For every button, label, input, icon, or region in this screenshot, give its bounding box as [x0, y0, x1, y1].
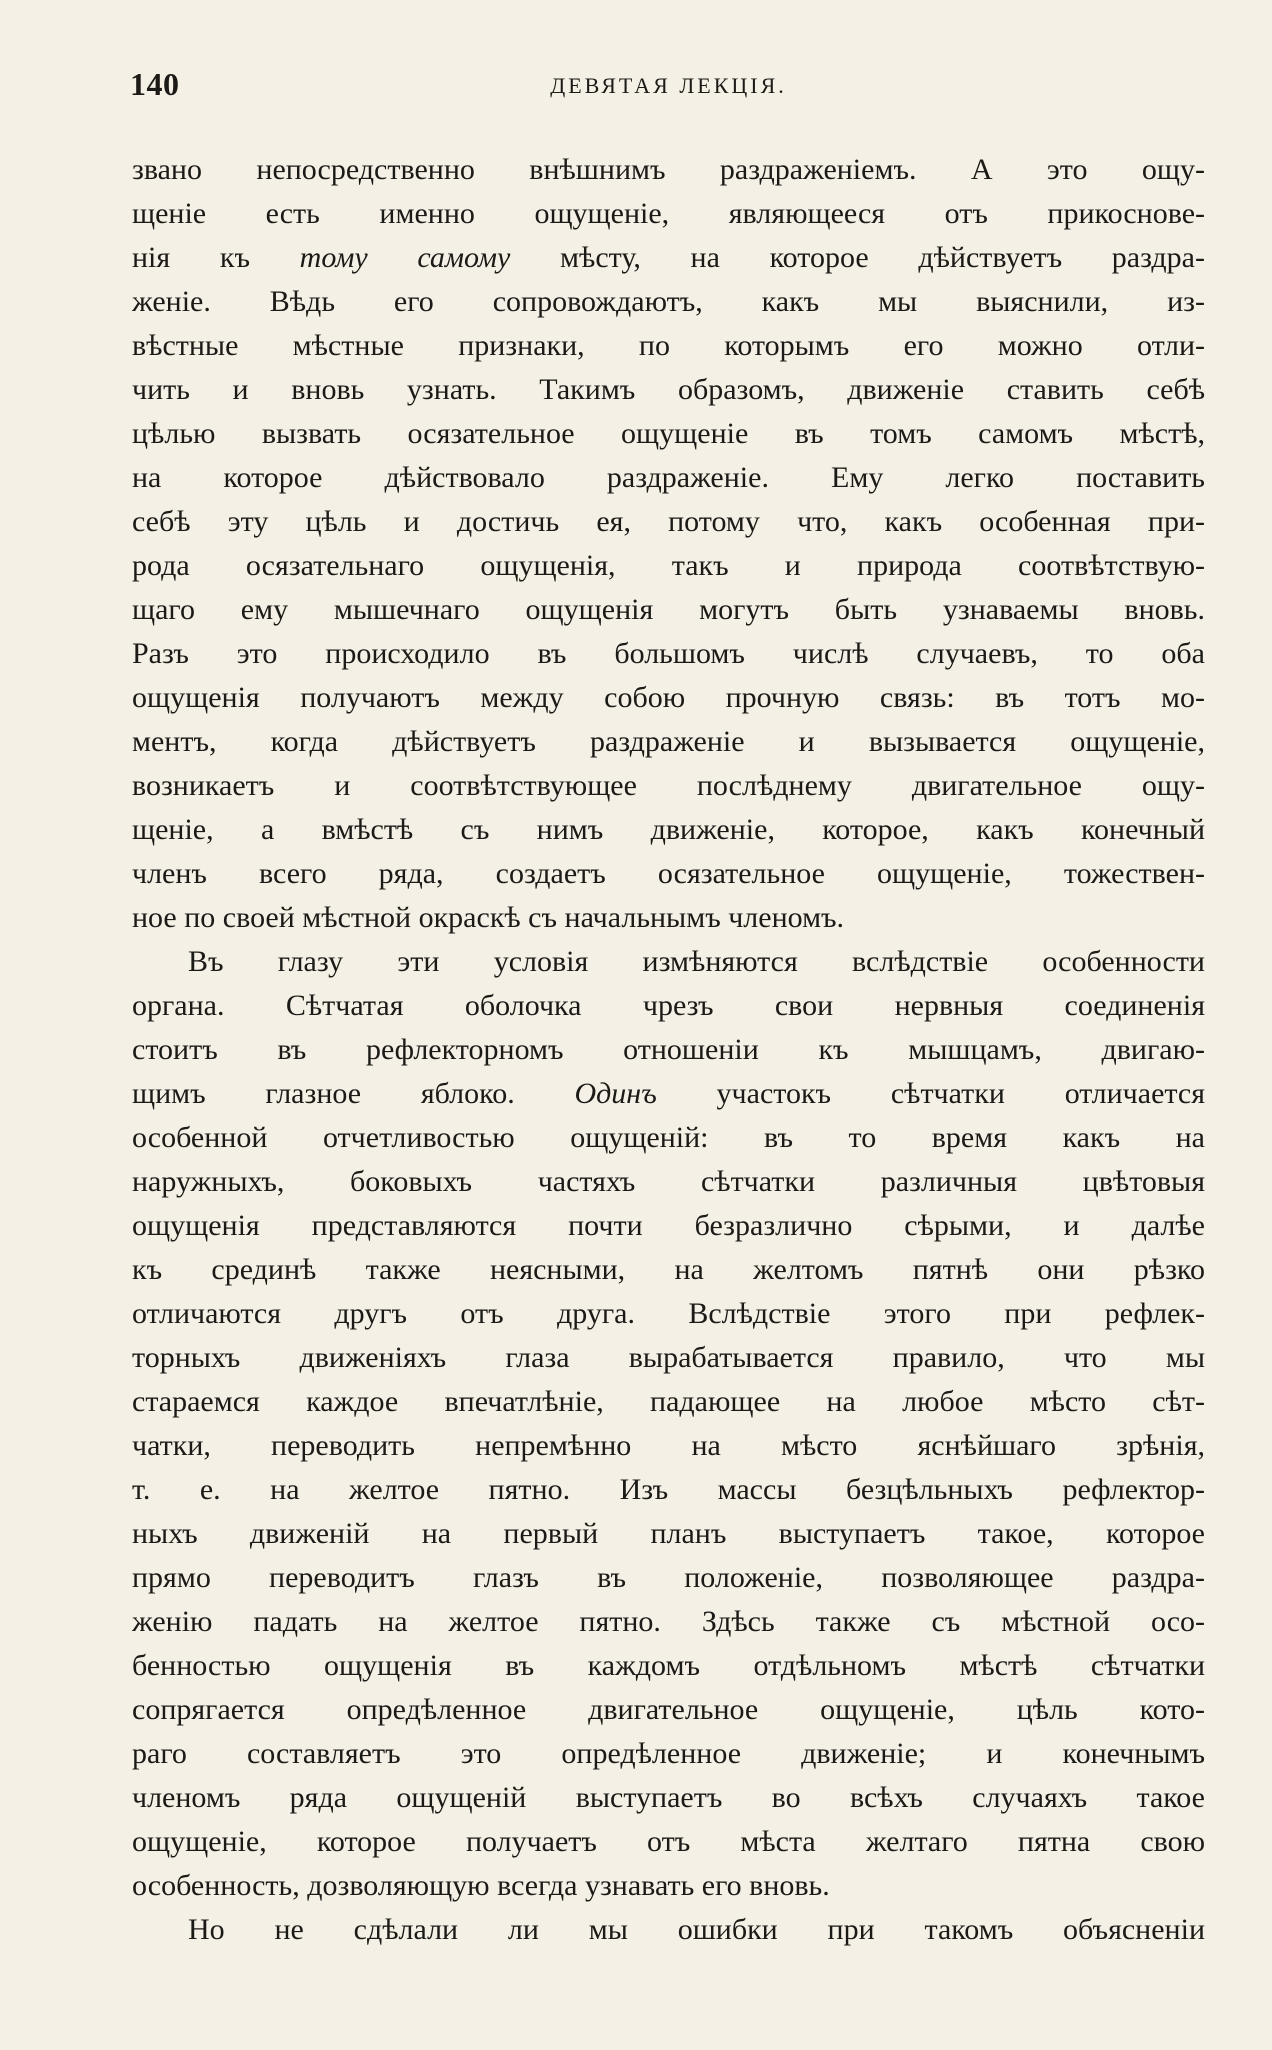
text-line: ментъ, когда дѣйствуетъ раздраженіе и вызывается ощущеніе, — [132, 725, 1205, 758]
page-number: 140 — [130, 66, 180, 102]
text-line: чатки, переводить непремѣнно на мѣсто яснѣйшаго зрѣнія, — [132, 1429, 1205, 1462]
text-line: щеніе есть именно ощущеніе, являющееся отъ прикоснове- — [132, 197, 1205, 230]
body-text — [132, 148, 1205, 1952]
text-line: щимъ глазное яблоко. Одинъ участокъ сѣтчатки отличается — [132, 1077, 1205, 1110]
text-line: торныхъ движеніяхъ глаза вырабатывается правило, что мы — [132, 1341, 1205, 1374]
text-line: Разъ это происходило въ большомъ числѣ случаевъ, то оба — [132, 637, 1205, 670]
text-line: Но не сдѣлали ли мы ошибки при такомъ объясненіи — [188, 1913, 1205, 1946]
text-line: членомъ ряда ощущеній выступаетъ во всѣхъ случаяхъ такое — [132, 1781, 1205, 1814]
text-line: стараемся каждое впечатлѣніе, падающее на любое мѣсто сѣт- — [132, 1385, 1205, 1418]
text-line: чить и вновь узнать. Такимъ образомъ, движеніе ставить себѣ — [132, 373, 1205, 406]
running-head: ДЕВЯТАЯ ЛЕКЦІЯ. — [550, 73, 787, 98]
text-line: т. е. на желтое пятно. Изъ массы безцѣльныхъ рефлектор- — [132, 1473, 1205, 1506]
text-line: сопрягается опредѣленное двигательное ощущеніе, цѣль кото- — [132, 1693, 1205, 1726]
page-header — [130, 64, 1207, 104]
text-line: къ срединѣ также неясными, на желтомъ пятнѣ они рѣзко — [132, 1253, 1205, 1286]
text-line: возникаетъ и соотвѣтствующее послѣднему двигательное ощу- — [132, 769, 1205, 802]
text-line: вѣстные мѣстные признаки, по которымъ его можно отли- — [132, 329, 1205, 362]
text-line: на которое дѣйствовало раздраженіе. Ему легко поставить — [132, 461, 1205, 494]
text-line: звано непосредственно внѣшнимъ раздраженіемъ. А это ощу- — [132, 153, 1205, 186]
text-line: Въ глазу эти условія измѣняются вслѣдствіе особенности — [188, 945, 1205, 978]
text-line: особенной отчетливостью ощущеній: въ то время какъ на — [132, 1121, 1205, 1154]
text-line: ощущенія представляются почти безразлично сѣрыми, и далѣе — [132, 1209, 1205, 1242]
text-line: стоитъ въ рефлекторномъ отношеніи къ мышцамъ, двигаю- — [132, 1033, 1205, 1066]
text-line: женіе. Вѣдь его сопровождаютъ, какъ мы выяснили, из- — [132, 285, 1205, 318]
text-line: нія къ тому самому мѣсту, на которое дѣйствуетъ раздра- — [132, 241, 1205, 274]
italic-emphasis: тому самому — [299, 241, 511, 274]
text-line: ощущеніе, которое получаетъ отъ мѣста желтаго пятна свою — [132, 1825, 1205, 1858]
text-line: раго составляетъ это опредѣленное движеніе; и конечнымъ — [132, 1737, 1205, 1770]
text-line: женію падать на желтое пятно. Здѣсь также съ мѣстной осо- — [132, 1605, 1205, 1638]
text-line: ощущенія получаютъ между собою прочную связь: въ тотъ мо- — [132, 681, 1205, 714]
text-line: прямо переводитъ глазъ въ положеніе, позволяющее раздра- — [132, 1561, 1205, 1594]
text-line: щаго ему мышечнаго ощущенія могутъ быть узнаваемы вновь. — [132, 593, 1205, 626]
text-line: цѣлью вызвать осязательное ощущеніе въ томъ самомъ мѣстѣ, — [132, 417, 1205, 450]
italic-emphasis: Одинъ — [574, 1077, 657, 1110]
text-line: органа. Сѣтчатая оболочка чрезъ свои нервныя соединенія — [132, 989, 1205, 1022]
text-line: себѣ эту цѣль и достичь ея, потому что, какъ особенная при- — [132, 505, 1205, 538]
text-line: отличаются другъ отъ друга. Вслѣдствіе этого при рефлек- — [132, 1297, 1205, 1330]
text-line: наружныхъ, боковыхъ частяхъ сѣтчатки различныя цвѣтовыя — [132, 1165, 1205, 1198]
text-line: щеніе, а вмѣстѣ съ нимъ движеніе, которое, какъ конечный — [132, 813, 1205, 846]
text-line: ное по своей мѣстной окраскѣ съ начальнымъ членомъ. — [132, 901, 845, 934]
text-line: рода осязательнаго ощущенія, такъ и природа соотвѣтствую- — [132, 549, 1205, 582]
text-line: членъ всего ряда, создаетъ осязательное ощущеніе, тожествен- — [132, 857, 1205, 890]
text-line: ныхъ движеній на первый планъ выступаетъ такое, которое — [132, 1517, 1205, 1550]
text-line: бенностью ощущенія въ каждомъ отдѣльномъ мѣстѣ сѣтчатки — [132, 1649, 1205, 1682]
text-line: особенность, дозволяющую всегда узнавать его вновь. — [132, 1869, 830, 1902]
